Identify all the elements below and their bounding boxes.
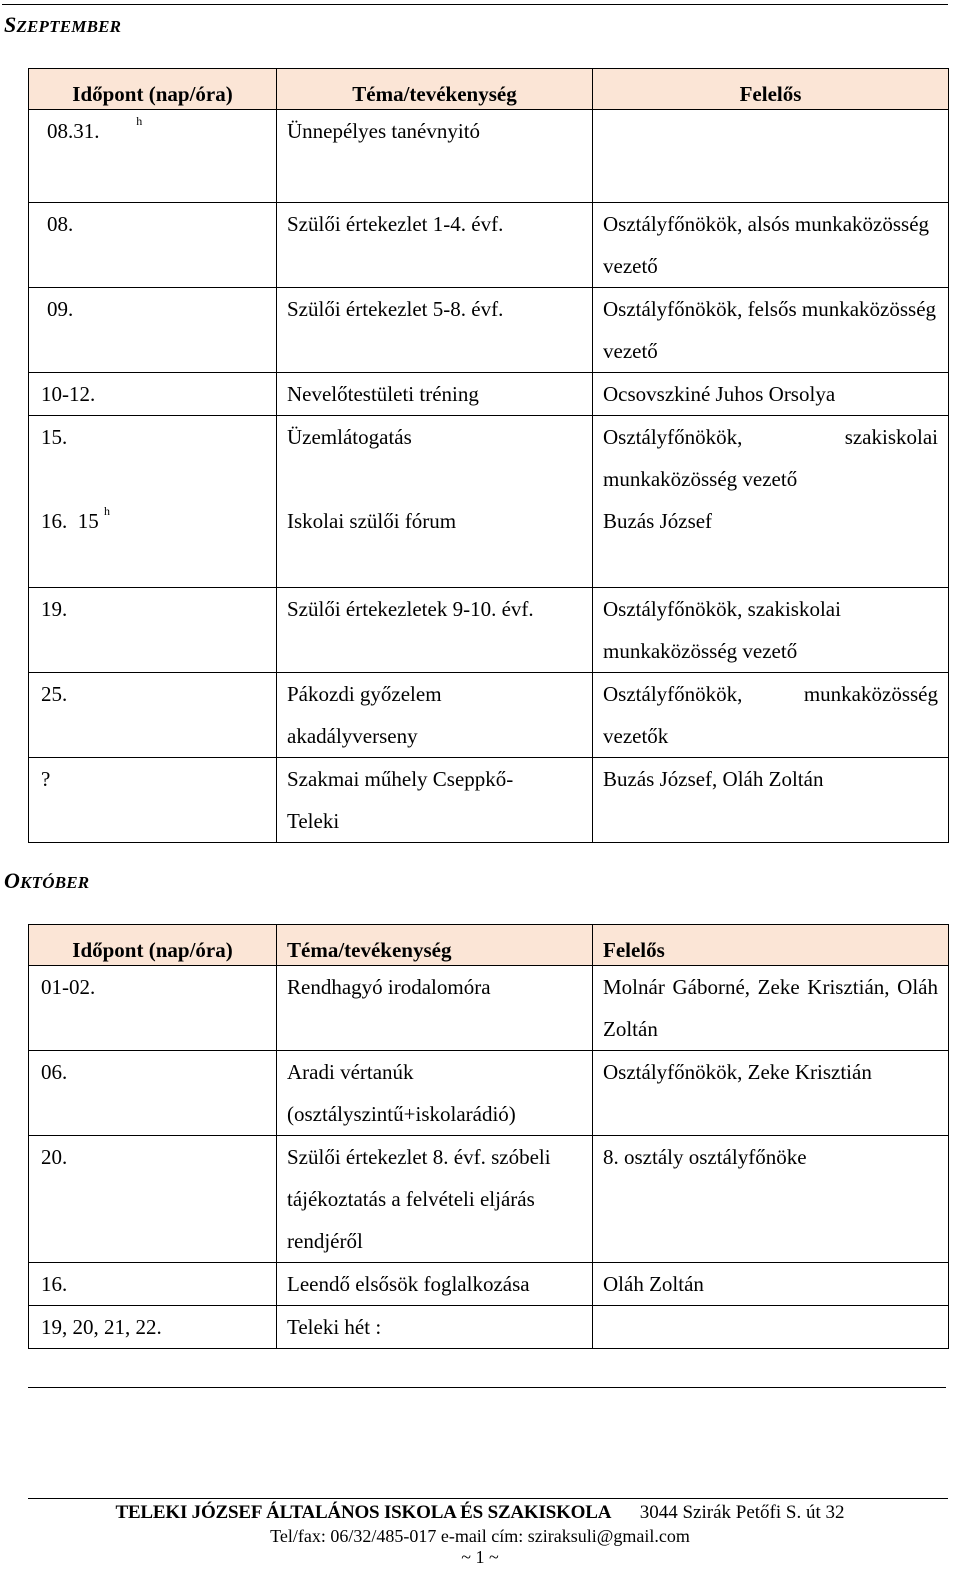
table-header-row: [29, 69, 949, 110]
table-row: [29, 1263, 949, 1306]
responsible-cell: Buzás József, Oláh Zoltán: [593, 758, 949, 843]
header-date: Időpont (nap/óra): [29, 69, 277, 110]
section-title-october: OKTÓBER: [4, 868, 90, 893]
table-row: [29, 1051, 949, 1136]
responsible-cell: Osztályfőnökök, alsós munkaközösség vezető: [593, 203, 949, 288]
table-row: [29, 416, 949, 588]
table-row: [29, 203, 949, 288]
topic-cell: Pákozdi győzelem akadályverseny: [277, 673, 593, 758]
responsible-cell: Osztályfőnökök, szakiskolai munkaközösség vezető Buzás József: [593, 416, 949, 588]
footer-rule: [28, 1498, 948, 1499]
header-responsible: Felelős: [593, 925, 949, 966]
topic-cell: Teleki hét :: [277, 1306, 593, 1349]
table-row: [29, 966, 949, 1051]
responsible-cell: Oláh Zoltán: [593, 1263, 949, 1306]
table-row: [29, 373, 949, 416]
responsible-cell: [593, 110, 949, 203]
topic-cell: Szülői értekezlet 1-4. évf.: [277, 203, 593, 288]
responsible-cell: [593, 1306, 949, 1349]
topic-cell: Nevelőtestületi tréning: [277, 373, 593, 416]
topic-cell: Szakmai műhely Cseppkő-Teleki: [277, 758, 593, 843]
responsible-cell: Osztályfőnökök, munkaközösség vezetők: [593, 673, 949, 758]
footer-address: 3044 Szirák Petőfi S. út 32: [639, 1502, 845, 1523]
date-cell: ?: [29, 758, 277, 843]
date-cell: 10-12.: [29, 373, 277, 416]
topic-cell: Szülői értekezlet 8. évf. szóbeli tájékoztatás a felvételi eljárás rendjéről: [277, 1136, 593, 1263]
table-row: [29, 288, 949, 373]
bottom-rule: [28, 1387, 946, 1388]
table-row: [29, 758, 949, 843]
topic-cell: Üzemlátogatás Iskolai szülői fórum: [277, 416, 593, 588]
table-row: [29, 110, 949, 203]
footer-contact: Tel/fax: 06/32/485-017 e-mail cím: sziraksuli@gmail.com: [270, 1526, 690, 1546]
date-cell: 19, 20, 21, 22.: [29, 1306, 277, 1349]
header-topic: Téma/tevékenység: [277, 925, 593, 966]
table-row: [29, 1136, 949, 1263]
topic-cell: Aradi vértanúk (osztályszintű+iskolarádió): [277, 1051, 593, 1136]
table-row: [29, 588, 949, 673]
responsible-cell: Osztályfőnökök, szakiskolai munkaközösség vezető: [593, 588, 949, 673]
table-row: [29, 1306, 949, 1349]
date-cell: 25.: [29, 673, 277, 758]
footer-school-name: TELEKI JÓZSEF ÁLTALÁNOS ISKOLA ÉS SZAKISKOLA: [115, 1502, 612, 1523]
responsible-cell: Molnár Gáborné, Zeke Krisztián, Oláh Zoltán: [593, 966, 949, 1051]
october-schedule-table: [28, 924, 949, 1349]
responsible-cell: Osztályfőnökök, Zeke Krisztián: [593, 1051, 949, 1136]
topic-cell: Ünnepélyes tanévnyitó: [277, 110, 593, 203]
date-cell: 19.: [29, 588, 277, 673]
date-cell: 20.: [29, 1136, 277, 1263]
date-cell: 06.: [29, 1051, 277, 1136]
header-topic: Téma/tevékenység: [277, 69, 593, 110]
responsible-cell: Ocsovszkiné Juhos Orsolya: [593, 373, 949, 416]
topic-cell: Leendő elsősök foglalkozása: [277, 1263, 593, 1306]
date-cell: 09.: [29, 288, 277, 373]
date-cell: 08.31. $^h$: [29, 110, 277, 203]
table-row: [29, 673, 949, 758]
topic-cell: Rendhagyó irodalomóra: [277, 966, 593, 1051]
september-schedule-table: [28, 68, 949, 843]
date-cell: 15. 16. 15 $^h$: [29, 416, 277, 588]
table-header-row: [29, 925, 949, 966]
date-cell: 01-02.: [29, 966, 277, 1051]
top-rule: [2, 4, 948, 5]
header-date: Időpont (nap/óra): [29, 925, 277, 966]
topic-cell: Szülői értekezlet 5-8. évf.: [277, 288, 593, 373]
section-title-september: SZEPTEMBER: [4, 12, 122, 37]
responsible-cell: 8. osztály osztályfőnöke: [593, 1136, 949, 1263]
responsible-cell: Osztályfőnökök, felsős munkaközösség vezető: [593, 288, 949, 373]
topic-cell: Szülői értekezletek 9-10. évf.: [277, 588, 593, 673]
date-cell: 16.: [29, 1263, 277, 1306]
footer-school-line: [0, 1502, 960, 1524]
date-cell: 08.: [29, 203, 277, 288]
page-number: ~ 1 ~: [461, 1547, 499, 1567]
header-responsible: Felelős: [593, 69, 949, 110]
